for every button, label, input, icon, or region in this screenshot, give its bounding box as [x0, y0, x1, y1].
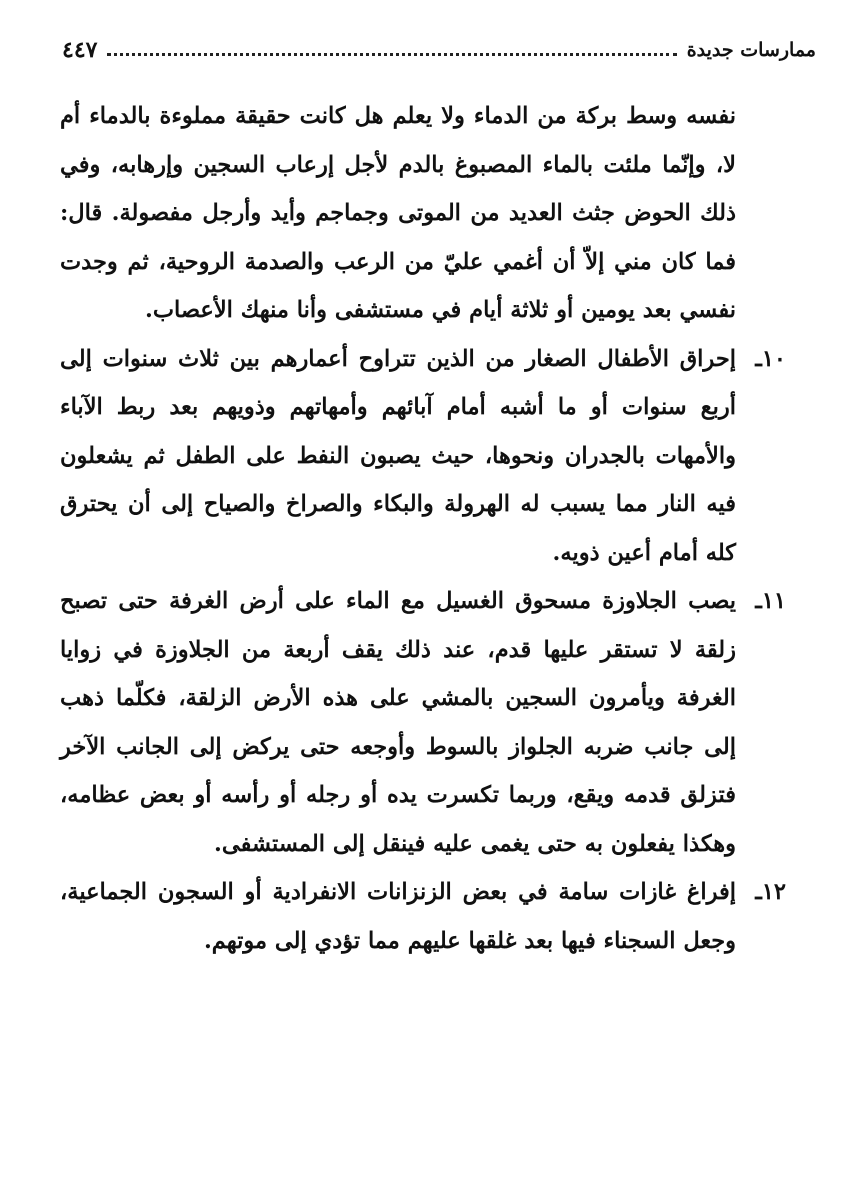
item-number: ١٠ـ: [755, 345, 786, 372]
item-text: يصب الجلاوزة مسحوق الغسيل مع الماء على أرض الغرفة حتى تصبح زلقة لا تستقر عليها قدم، عند ذلك يقف أربعة من الجلاوزة في زوايا الغرفة ويأمرون السجين بالمشي على هذه الأرض الزلقة، فكلّما ذهب إلى جانب ضربه الجلواز بالسوط وأوجعه حتى يركض إلى الجانب الآخر فتزلق قدمه ويقع، وربما تكسرت يده أو رجله أو رأسه أو بعض عظامه، وهكذا يفعلون به حتى يغمى عليه فينقل إلى المستشفى.: [60, 588, 736, 857]
numbered-item-11: [60, 577, 786, 868]
item-text: إفراغ غازات سامة في بعض الزنزانات الانفرادية أو السجون الجماعية، وجعل السجناء فيها بعد غلقها عليهم مما تؤدي إلى موتهم.: [60, 879, 736, 954]
numbered-item-12: [60, 868, 786, 965]
running-title: ممارسات جديدة: [686, 39, 816, 61]
item-text: إحراق الأطفال الصغار من الذين تتراوح أعمارهم بين ثلاث سنوات إلى أربع سنوات أو ما أشبه أمام آبائهم وأمهاتهم وذويهم بعد ربط الآباء والأمهات بالجدران ونحوها، حيث يصبون النفط على الطفل ثم يشعلون فيه النار مما يسبب له الهرولة والبكاء والصراخ والصياح إلى أن يحترق كله أمام أعين ذويه.: [60, 345, 736, 566]
dotted-leader: [107, 53, 676, 56]
paragraph-continuation: نفسه وسط بركة من الدماء ولا يعلم هل كانت حقيقة مملوءة بالدماء أم لا، وإنّما ملئت بالماء المصبوغ بالدم لأجل إرعاب السجين وإرهابه، وفي ذلك الحوض جثث العديد من الموتى وجماجم وأيد وأرجل مفصولة. قال: فما كان مني إلاّ أن أغمي عليّ من الرعب والصدمة الروحية، ثم وجدت نفسي بعد يومين أو ثلاثة أيام في مستشفى وأنا منهك الأعصاب.: [60, 103, 736, 323]
page-number: ٤٤٧: [62, 37, 98, 63]
item-number: ١١ـ: [755, 588, 786, 614]
page-body: [60, 92, 786, 965]
numbered-item-10: [60, 335, 786, 578]
page-header: [62, 30, 816, 70]
item-number: ١٢ـ: [755, 879, 786, 905]
